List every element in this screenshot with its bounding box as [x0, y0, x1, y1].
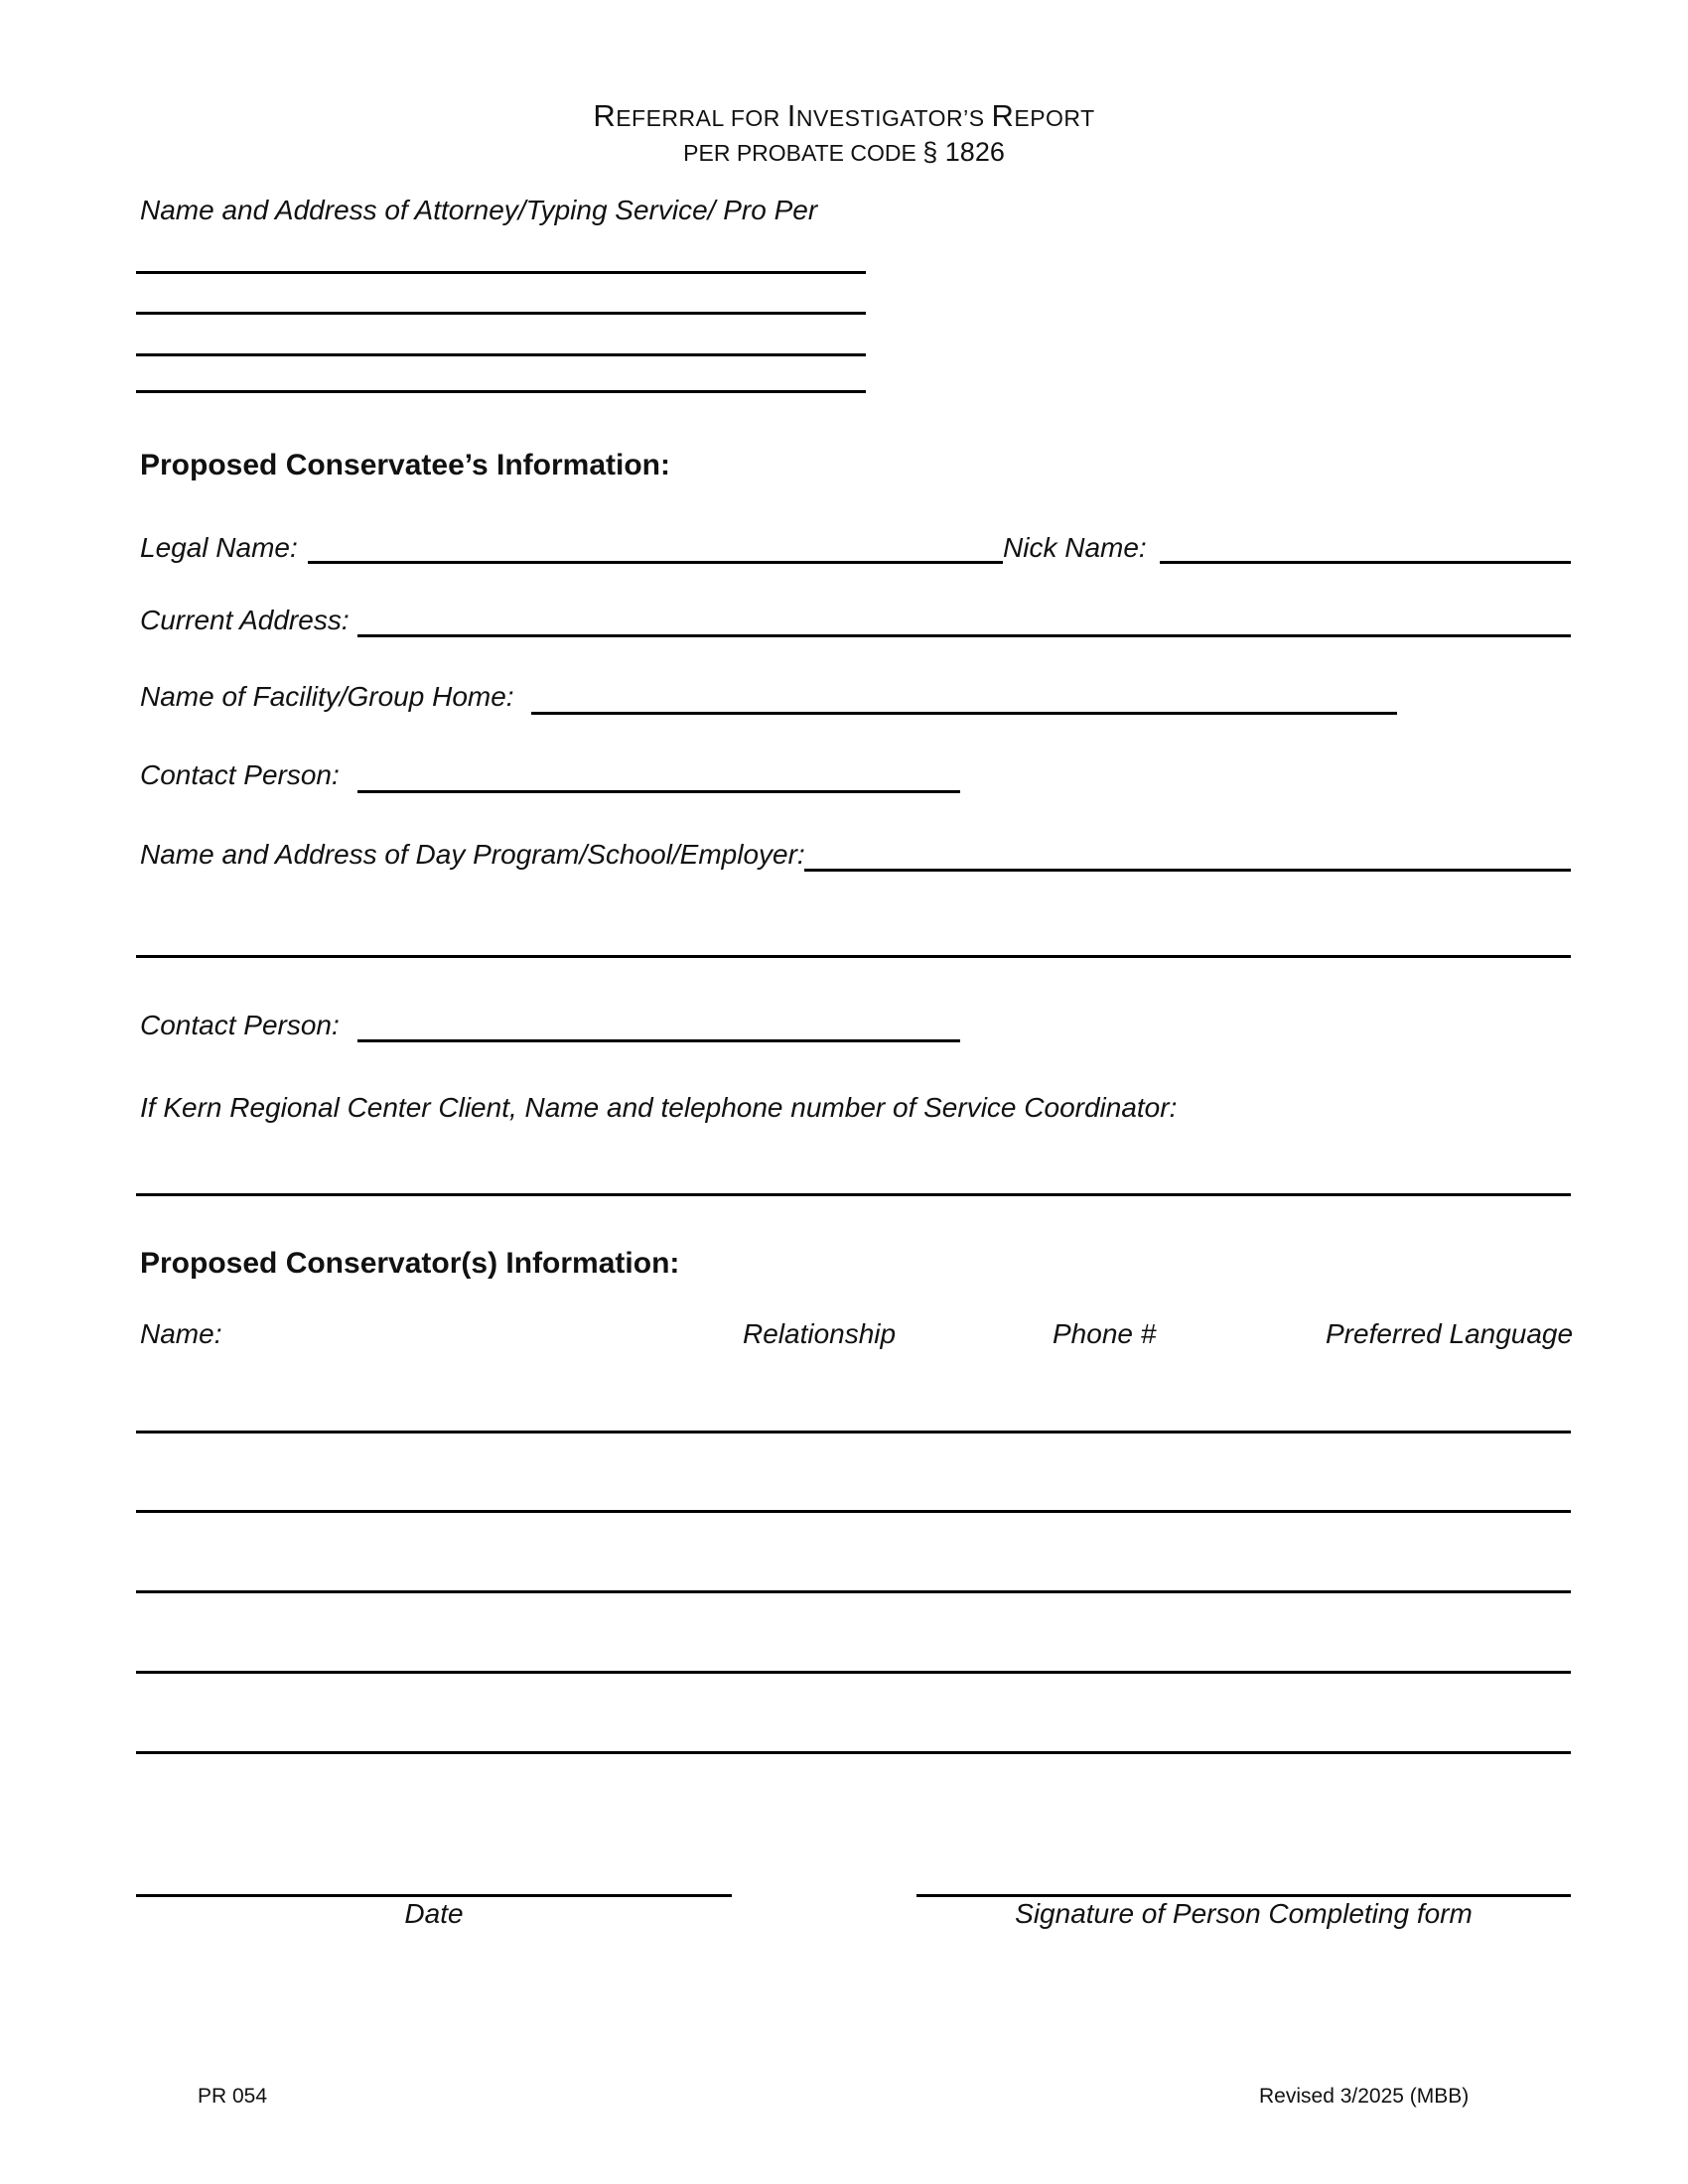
date-label: Date [404, 1898, 464, 1929]
contact-person-label: Contact Person: [140, 759, 340, 790]
day-program-field[interactable] [804, 837, 1571, 871]
conservatee-heading: Proposed Conservatee’s Information: [140, 449, 670, 481]
attorney-line-3[interactable] [136, 321, 866, 354]
service-coordinator-field[interactable] [136, 1161, 1571, 1195]
conservator-heading: Proposed Conservator(s) Information: [140, 1247, 680, 1280]
contact-person-field[interactable] [357, 758, 960, 792]
column-relationship: Relationship [743, 1318, 897, 1349]
legal-name-field[interactable] [308, 529, 1003, 563]
column-preferred-language: Preferred Language [1326, 1318, 1574, 1349]
conservator-row[interactable] [136, 1399, 1571, 1433]
nick-name-field[interactable] [1160, 529, 1571, 563]
kern-center-label: If Kern Regional Center Client, Name and telephone number of Service Coordinator: [140, 1092, 1178, 1123]
current-address-field[interactable] [357, 603, 1571, 636]
conservator-row[interactable] [136, 1559, 1571, 1592]
attorney-line-4[interactable] [136, 357, 866, 391]
legal-name-label: Legal Name: [140, 532, 298, 563]
column-phone: Phone # [1053, 1318, 1157, 1349]
column-name: Name: [140, 1318, 222, 1349]
current-address-label: Current Address: [140, 605, 350, 635]
conservator-row[interactable] [136, 1639, 1571, 1673]
contact-person-2-field[interactable] [357, 1008, 960, 1041]
date-field[interactable] [136, 1862, 732, 1896]
form-subtitle: PER PROBATE CODE § 1826 [683, 137, 1005, 167]
day-program-field-2[interactable] [136, 923, 1571, 957]
contact-person-2-label: Contact Person: [140, 1010, 340, 1040]
facility-field[interactable] [531, 680, 1397, 714]
nick-name-label: Nick Name: [1003, 532, 1147, 563]
facility-label: Name of Facility/Group Home: [140, 681, 514, 712]
day-program-label: Name and Address of Day Program/School/Employer: [140, 839, 805, 870]
attorney-line-1[interactable] [136, 238, 866, 272]
attorney-label: Name and Address of Attorney/Typing Service/ Pro Per [140, 195, 818, 225]
form-title: REFERRAL FOR INVESTIGATOR’S REPORT [593, 98, 1095, 133]
signature-field[interactable] [916, 1862, 1571, 1896]
revision-date: Revised 3/2025 (MBB) [1259, 2085, 1470, 2108]
conservator-row[interactable] [136, 1478, 1571, 1512]
form-number: PR 054 [198, 2085, 268, 2108]
attorney-line-2[interactable] [136, 280, 866, 314]
conservator-row[interactable] [136, 1719, 1571, 1753]
signature-label: Signature of Person Completing form [1015, 1898, 1473, 1929]
